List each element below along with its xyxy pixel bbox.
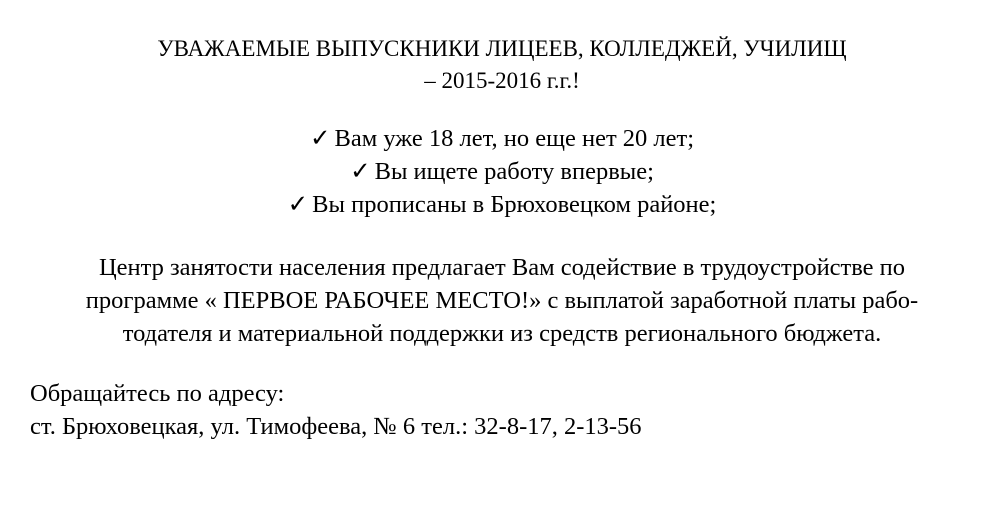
offer-line-2: программе « ПЕРВОЕ РАБОЧЕЕ МЕСТО!» с выплатой заработной платы рабо-	[85, 287, 919, 314]
checkmark-icon: ✓	[309, 125, 331, 152]
checkmark-icon: ✓	[350, 158, 371, 185]
checklist-item-label: Вы ищете работу впервые;	[374, 158, 654, 185]
checklist-item	[0, 193, 1004, 218]
checklist-item-label: Вам уже 18 лет, но еще нет 20 лет;	[334, 125, 695, 152]
contact-address: ст. Брюховецкая, ул. Тимофеева, № 6 тел.: 32-8-17, 2-13-56	[30, 413, 642, 440]
checklist-item	[0, 127, 1004, 152]
contact-prompt: Обращайтесь по адресу:	[30, 380, 285, 407]
offer-line-1: Центр занятости населения предлагает Вам содействие в трудоустройстве по	[98, 254, 906, 281]
checklist-item	[0, 160, 1004, 185]
heading-line-1: УВАЖАЕМЫЕ ВЫПУСКНИКИ ЛИЦЕЕВ, КОЛЛЕДЖЕЙ, УЧИЛИЩ	[157, 36, 847, 61]
checkmark-icon: ✓	[287, 191, 309, 218]
checklist-item-label: Вы прописаны в Брюховецком районе;	[312, 191, 717, 218]
heading-line-2: – 2015-2016 г.г.!	[424, 68, 580, 93]
offer-line-3: тодателя и материальной поддержки из средств регионального бюджета.	[122, 320, 882, 347]
